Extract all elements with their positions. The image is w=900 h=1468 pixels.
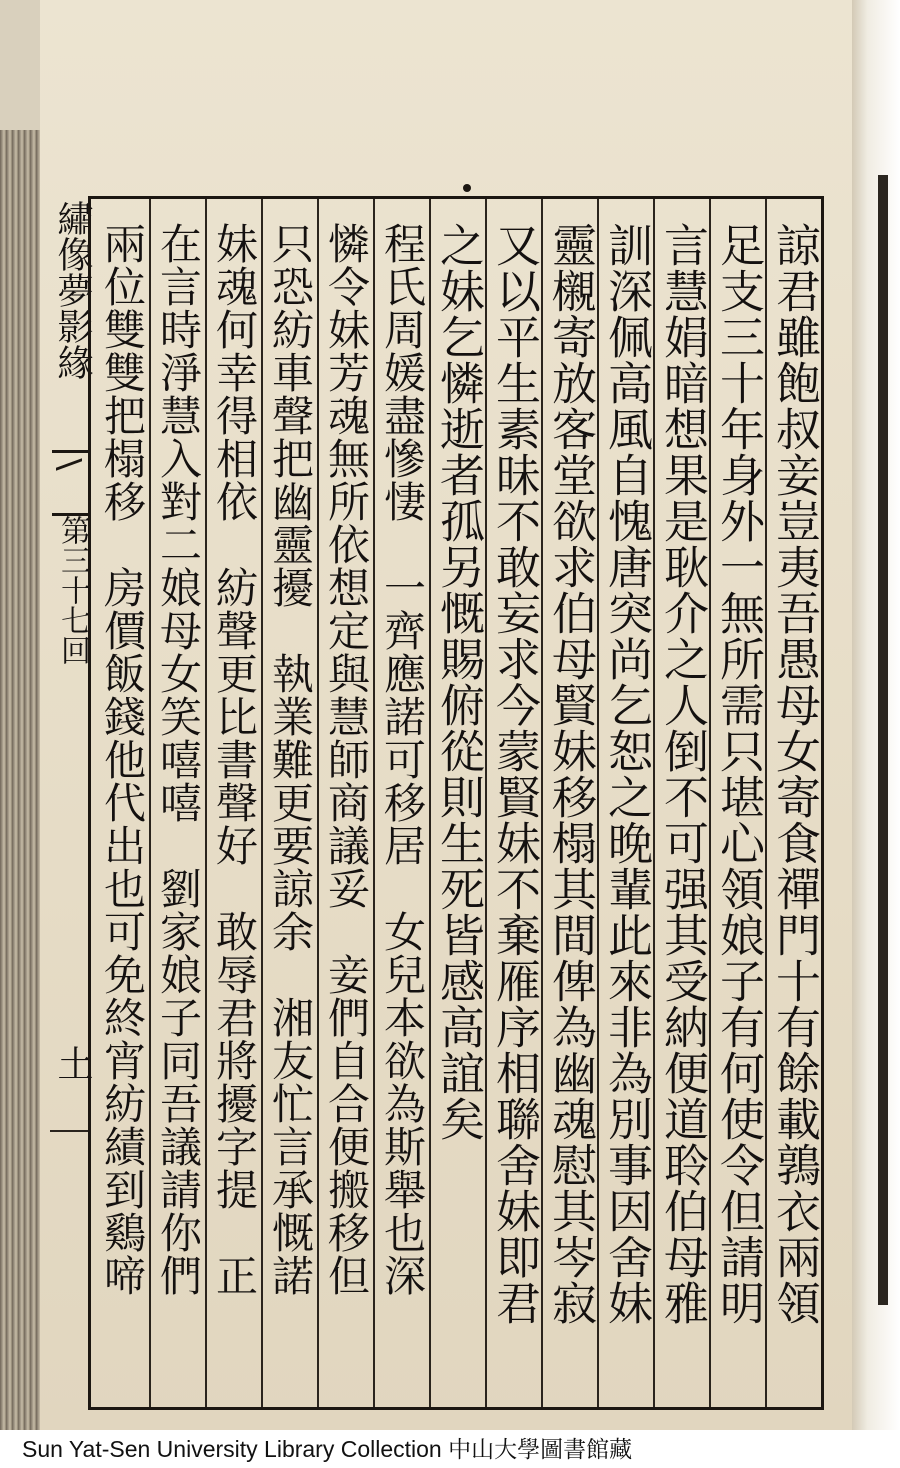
facing-page-edge (850, 0, 900, 1430)
column-rule (765, 199, 767, 1407)
ink-dot (463, 184, 471, 192)
binding-shadow (878, 175, 888, 1305)
column-rule (205, 199, 207, 1407)
text-column-4: 訓深佩高風自愧唐突尚乞恕之晚輩此來非為別事因舍妹 (600, 222, 653, 1326)
column-rule (317, 199, 319, 1407)
text-column-7: 之妹乞憐逝者孤另慨賜俯從則生死皆感高誼矣 (432, 222, 485, 1142)
text-column-1: 諒君雖飽叔妾豈夷吾愚母女寄食禪門十有餘載鶉衣兩領 (768, 222, 821, 1326)
column-rule (653, 199, 655, 1407)
text-column-3: 言慧娟暗想果是耿介之人倒不可强其受納便道聆伯母雅 (656, 222, 709, 1326)
column-rule (149, 199, 151, 1407)
text-column-8: 程氏周媛盡慘悽 一齊應諾可移居 女兒本欲為斯舉也深 (378, 222, 427, 1297)
text-column-5: 靈櫬寄放客堂欲求伯母賢妹移榻其間俾為幽魂慰其岑寂 (544, 222, 597, 1326)
fishtail-mark (52, 450, 90, 516)
text-column-10: 只恐紡車聲把幽靈擾 執業難更要諒余 湘友忙言承慨諾 (266, 222, 315, 1297)
column-rule (261, 199, 263, 1407)
text-column-11: 妹魂何幸得相依 紡聲更比書聲好 敢辱君將擾字提 正 (210, 222, 259, 1297)
margin-book-title: 繡像夢影緣 (52, 200, 93, 380)
text-column-6: 又以平生素昧不敢妄求今蒙賢妹不棄雁序相聯舍妹即君 (488, 222, 541, 1326)
library-caption: Sun Yat-Sen University Library Collection 中山大學圖書館藏 (0, 1430, 900, 1468)
text-column-9: 憐令妹芳魂無所依想定與慧師商議妥 妾們自合便搬移但 (322, 222, 371, 1297)
column-rule (709, 199, 711, 1407)
margin-page-number: 土 (52, 1045, 93, 1081)
column-rule (485, 199, 487, 1407)
column-rule (373, 199, 375, 1407)
text-column-13: 兩位雙雙把榻移 房價飯錢他代出也可免終宵紡績到鷄啼 (98, 222, 147, 1297)
column-rule (541, 199, 543, 1407)
column-rule (429, 199, 431, 1407)
column-rule (597, 199, 599, 1407)
margin-chapter-label: 第三十七回 (55, 515, 90, 665)
text-column-12: 在言時淨慧入對二娘母女笑嘻嘻 劉家娘子同吾議請你們 (154, 222, 203, 1297)
margin-rule (50, 1130, 90, 1132)
text-column-2: 足支三十年身外一無所需只堪心領娘子有何使令但請明 (712, 222, 765, 1326)
